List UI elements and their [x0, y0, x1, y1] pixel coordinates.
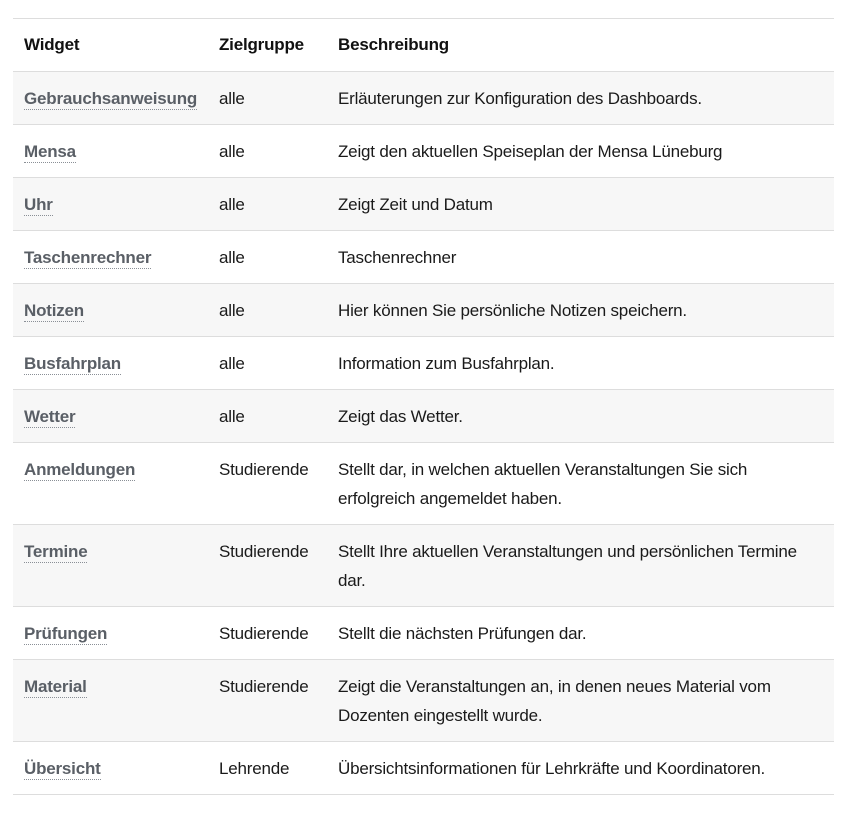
widget-cell: [13, 525, 208, 607]
table-row: [13, 337, 834, 390]
widget-cell: [13, 390, 208, 443]
zielgruppe-cell: alle: [219, 354, 245, 373]
zielgruppe-cell: Studierende: [219, 460, 309, 479]
zielgruppe-cell: alle: [219, 89, 245, 108]
widget-link[interactable]: Uhr: [24, 195, 53, 214]
widget-link[interactable]: Material: [24, 677, 87, 696]
widget-link[interactable]: Termine: [24, 542, 88, 561]
widget-cell: [13, 607, 208, 660]
beschreibung-cell: Zeigt Zeit und Datum: [338, 195, 493, 214]
widget-link[interactable]: Busfahrplan: [24, 354, 121, 373]
beschreibung-cell: Hier können Sie persönliche Notizen speichern.: [338, 301, 687, 320]
widget-link[interactable]: Anmeldungen: [24, 460, 136, 479]
beschreibung-cell: Zeigt die Veranstaltungen an, in denen neues Material vom Dozenten eingestellt wurde.: [338, 677, 771, 725]
beschreibung-cell: Taschenrechner: [338, 248, 457, 267]
widget-cell: [13, 178, 208, 231]
table-header: [13, 19, 834, 72]
table-row: [13, 284, 834, 337]
widget-cell: [13, 284, 208, 337]
widget-link[interactable]: Übersicht: [24, 759, 101, 778]
zielgruppe-cell: Studierende: [219, 677, 309, 696]
widget-cell: [13, 660, 208, 742]
beschreibung-cell: Zeigt das Wetter.: [338, 407, 463, 426]
beschreibung-cell: Übersichtsinformationen für Lehrkräfte und Koordinatoren.: [338, 759, 766, 778]
zielgruppe-cell: alle: [219, 248, 245, 267]
beschreibung-cell: Stellt Ihre aktuellen Veranstaltungen und persönlichen Termine dar.: [338, 542, 797, 590]
header-beschreibung: Beschreibung: [338, 35, 449, 54]
widget-link[interactable]: Mensa: [24, 142, 76, 161]
widget-link[interactable]: Wetter: [24, 407, 76, 426]
widget-cell: [13, 742, 208, 795]
table-row: [13, 443, 834, 525]
zielgruppe-cell: Lehrende: [219, 759, 290, 778]
beschreibung-cell: Information zum Busfahrplan.: [338, 354, 555, 373]
table-row: [13, 525, 834, 607]
zielgruppe-cell: alle: [219, 301, 245, 320]
widget-cell: [13, 337, 208, 390]
zielgruppe-cell: Studierende: [219, 624, 309, 643]
widget-table: [13, 18, 834, 795]
header-zielgruppe: Zielgruppe: [219, 35, 304, 54]
beschreibung-cell: Zeigt den aktuellen Speiseplan der Mensa Lüneburg: [338, 142, 723, 161]
widget-cell: [13, 231, 208, 284]
widget-cell: [13, 72, 208, 125]
table-row: [13, 125, 834, 178]
widget-table-container: [13, 18, 834, 795]
widget-link[interactable]: Prüfungen: [24, 624, 108, 643]
table-row: [13, 231, 834, 284]
table-row: [13, 178, 834, 231]
zielgruppe-cell: alle: [219, 407, 245, 426]
header-row: [13, 19, 834, 72]
widget-cell: [13, 125, 208, 178]
table-row: [13, 742, 834, 795]
table-row: [13, 660, 834, 742]
beschreibung-cell: Stellt dar, in welchen aktuellen Veranstaltungen Sie sich erfolgreich angemeldet haben.: [338, 460, 748, 508]
zielgruppe-cell: Studierende: [219, 542, 309, 561]
table-row: [13, 390, 834, 443]
zielgruppe-cell: alle: [219, 195, 245, 214]
widget-link[interactable]: Notizen: [24, 301, 84, 320]
table-row: [13, 607, 834, 660]
beschreibung-cell: Erläuterungen zur Konfiguration des Dashboards.: [338, 89, 702, 108]
table-body: [13, 72, 834, 795]
widget-link[interactable]: Taschenrechner: [24, 248, 152, 267]
widget-link[interactable]: Gebrauchsanweisung: [24, 89, 198, 108]
widget-cell: [13, 443, 208, 525]
beschreibung-cell: Stellt die nächsten Prüfungen dar.: [338, 624, 587, 643]
table-row: [13, 72, 834, 125]
header-widget: Widget: [24, 35, 80, 54]
zielgruppe-cell: alle: [219, 142, 245, 161]
